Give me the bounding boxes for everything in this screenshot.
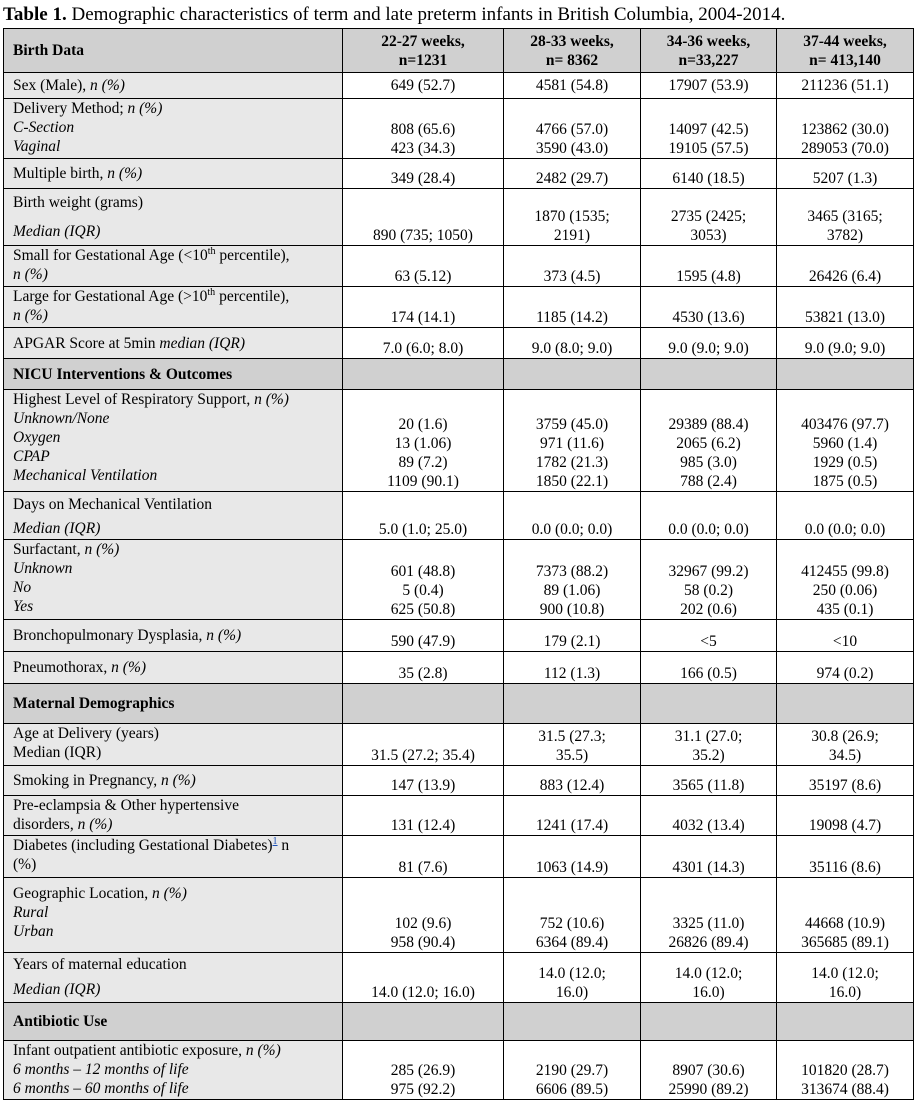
table-row	[4, 540, 914, 620]
row-label-multiple-birth: Multiple birth, n (%)	[4, 159, 343, 189]
table-row	[4, 328, 914, 359]
table-cell: 3465 (3165; 3782)	[777, 189, 914, 246]
table-cell	[641, 684, 777, 724]
table-cell: 29389 (88.4) 2065 (6.2) 985 (3.0) 788 (2.4)	[641, 390, 777, 492]
table-cell: 166 (0.5)	[641, 652, 777, 684]
row-label-education: Years of maternal education Median (IQR)	[4, 953, 343, 1003]
header-row	[4, 29, 914, 73]
row-label-sex: Sex (Male), n (%)	[4, 73, 343, 99]
table-cell: 20 (1.6) 13 (1.06) 89 (7.2) 1109 (90.1)	[343, 390, 504, 492]
section-title-nicu: NICU Interventions & Outcomes	[4, 359, 343, 390]
row-label-mechanical-ventilation-days: Days on Mechanical Ventilation Median (IQR)	[4, 492, 343, 540]
table-cell: 590 (47.9)	[343, 620, 504, 652]
section-title-maternal: Maternal Demographics	[4, 684, 343, 724]
table-cell: 0.0 (0.0; 0.0)	[641, 492, 777, 540]
table-cell: 412455 (99.8) 250 (0.06) 435 (0.1)	[777, 540, 914, 620]
table-row	[4, 99, 914, 159]
table-cell: 147 (13.9)	[343, 766, 504, 796]
row-label-bpd: Bronchopulmonary Dysplasia, n (%)	[4, 620, 343, 652]
table-cell: 31.5 (27.3; 35.5)	[504, 724, 641, 766]
row-label-pneumothorax: Pneumothorax, n (%)	[4, 652, 343, 684]
table-cell: 17907 (53.9)	[641, 73, 777, 99]
table-cell: 44668 (10.9) 365685 (89.1)	[777, 878, 914, 953]
table-row	[4, 159, 914, 189]
table-cell	[343, 1003, 504, 1041]
table-cell: 808 (65.6) 423 (34.3)	[343, 99, 504, 159]
table-cell: 14.0 (12.0; 16.0)	[343, 953, 504, 1003]
table-cell: 1241 (17.4)	[504, 796, 641, 836]
table-row	[4, 246, 914, 287]
row-label-diabetes: Diabetes (including Gestational Diabetes)$^1$ n (%)	[4, 836, 343, 878]
table-cell: 4581 (54.8)	[504, 73, 641, 99]
table-cell: 7.0 (6.0; 8.0)	[343, 328, 504, 359]
section-row-antibiotic	[4, 1003, 914, 1041]
table-cell: 35 (2.8)	[343, 652, 504, 684]
table-cell: 30.8 (26.9; 34.5)	[777, 724, 914, 766]
table-cell: 26426 (6.4)	[777, 246, 914, 287]
table-cell: 752 (10.6) 6364 (89.4)	[504, 878, 641, 953]
table-cell: 131 (12.4)	[343, 796, 504, 836]
table-cell	[777, 1003, 914, 1041]
caption-label: Table 1.	[3, 4, 67, 25]
table-cell: 179 (2.1)	[504, 620, 641, 652]
table-cell: 31.1 (27.0; 35.2)	[641, 724, 777, 766]
table-cell	[343, 684, 504, 724]
table-row	[4, 766, 914, 796]
header-col-28-33: 28-33 weeks, n= 8362	[504, 29, 641, 73]
row-label-surfactant: Surfactant, n (%) Unknown No Yes	[4, 540, 343, 620]
table-cell: 53821 (13.0)	[777, 287, 914, 328]
table-cell: 974 (0.2)	[777, 652, 914, 684]
row-label-birth-weight: Birth weight (grams) Median (IQR)	[4, 189, 343, 246]
table-row	[4, 878, 914, 953]
table-cell: 1063 (14.9)	[504, 836, 641, 878]
table-cell: 601 (48.8) 5 (0.4) 625 (50.8)	[343, 540, 504, 620]
table-cell: 81 (7.6)	[343, 836, 504, 878]
table-caption	[3, 4, 785, 26]
table-cell: 31.5 (27.2; 35.4)	[343, 724, 504, 766]
table-cell: 285 (26.9) 975 (92.2)	[343, 1041, 504, 1100]
table-cell: 1870 (1535; 2191)	[504, 189, 641, 246]
table-cell: 1595 (4.8)	[641, 246, 777, 287]
table-cell: 112 (1.3)	[504, 652, 641, 684]
table-row	[4, 724, 914, 766]
table-cell: 4766 (57.0) 3590 (43.0)	[504, 99, 641, 159]
table-cell: 101820 (28.7) 313674 (88.4)	[777, 1041, 914, 1100]
table-cell: 7373 (88.2) 89 (1.06) 900 (10.8)	[504, 540, 641, 620]
table-cell: 403476 (97.7) 5960 (1.4) 1929 (0.5) 1875 (0.5)	[777, 390, 914, 492]
table-cell	[504, 1003, 641, 1041]
table-cell: 14097 (42.5) 19105 (57.5)	[641, 99, 777, 159]
table-cell: 883 (12.4)	[504, 766, 641, 796]
table-row	[4, 953, 914, 1003]
table-cell: 102 (9.6) 958 (90.4)	[343, 878, 504, 953]
table-cell: 8907 (30.6) 25990 (89.2)	[641, 1041, 777, 1100]
table-cell: 2735 (2425; 3053)	[641, 189, 777, 246]
row-label-preeclampsia: Pre-eclampsia & Other hypertensive disorders, n (%)	[4, 796, 343, 836]
table-cell: 4530 (13.6)	[641, 287, 777, 328]
table-cell: 1185 (14.2)	[504, 287, 641, 328]
table-cell: 373 (4.5)	[504, 246, 641, 287]
table-cell: 211236 (51.1)	[777, 73, 914, 99]
table-cell: 63 (5.12)	[343, 246, 504, 287]
table-cell: 2190 (29.7) 6606 (89.5)	[504, 1041, 641, 1100]
table-cell: 9.0 (9.0; 9.0)	[641, 328, 777, 359]
table-cell: 123862 (30.0) 289053 (70.0)	[777, 99, 914, 159]
row-label-geographic: Geographic Location, n (%) Rural Urban	[4, 878, 343, 953]
table-cell: 3759 (45.0) 971 (11.6) 1782 (21.3) 1850 (22.1)	[504, 390, 641, 492]
table-cell: 14.0 (12.0; 16.0)	[777, 953, 914, 1003]
row-label-apgar: APGAR Score at 5min median (IQR)	[4, 328, 343, 359]
table-cell: 4032 (13.4)	[641, 796, 777, 836]
table-row	[4, 836, 914, 878]
table-row	[4, 492, 914, 540]
table-row	[4, 390, 914, 492]
table-cell: 19098 (4.7)	[777, 796, 914, 836]
header-col-34-36: 34-36 weeks, n=33,227	[641, 29, 777, 73]
table-cell: 890 (735; 1050)	[343, 189, 504, 246]
footnote-link[interactable]: 1	[272, 835, 278, 847]
table-cell: 9.0 (9.0; 9.0)	[777, 328, 914, 359]
table-row	[4, 189, 914, 246]
table-row	[4, 73, 914, 99]
section-row-maternal	[4, 684, 914, 724]
table-cell: 14.0 (12.0; 16.0)	[504, 953, 641, 1003]
table-cell	[777, 684, 914, 724]
row-label-lga: Large for Gestational Age (>10th percentile), n (%)	[4, 287, 343, 328]
table-row	[4, 796, 914, 836]
table-cell: 35197 (8.6)	[777, 766, 914, 796]
row-label-smoking: Smoking in Pregnancy, n (%)	[4, 766, 343, 796]
table-cell	[504, 359, 641, 390]
table-cell	[343, 359, 504, 390]
header-birth-data: Birth Data	[4, 29, 343, 73]
table-cell: 649 (52.7)	[343, 73, 504, 99]
table-cell: 35116 (8.6)	[777, 836, 914, 878]
table-cell: 349 (28.4)	[343, 159, 504, 189]
table-row	[4, 1041, 914, 1100]
table-cell: 174 (14.1)	[343, 287, 504, 328]
table-cell: 3565 (11.8)	[641, 766, 777, 796]
table-cell: 14.0 (12.0; 16.0)	[641, 953, 777, 1003]
section-row-nicu	[4, 359, 914, 390]
table-cell	[641, 359, 777, 390]
table-cell: 5.0 (1.0; 25.0)	[343, 492, 504, 540]
table-row	[4, 287, 914, 328]
table-cell: 0.0 (0.0; 0.0)	[504, 492, 641, 540]
table-row	[4, 652, 914, 684]
table-cell	[504, 684, 641, 724]
table-cell: 2482 (29.7)	[504, 159, 641, 189]
table-cell: 0.0 (0.0; 0.0)	[777, 492, 914, 540]
row-label-sga: Small for Gestational Age (<10th percentile), n (%)	[4, 246, 343, 287]
caption-text: Demographic characteristics of term and late preterm infants in British Columbia, 2004-2014.	[66, 4, 786, 25]
row-label-respiratory-support: Highest Level of Respiratory Support, n (%) Unknown/None Oxygen CPAP Mechanical Ventilation	[4, 390, 343, 492]
row-label-age-delivery: Age at Delivery (years) Median (IQR)	[4, 724, 343, 766]
table-cell: 3325 (11.0) 26826 (89.4)	[641, 878, 777, 953]
table-cell: 5207 (1.3)	[777, 159, 914, 189]
demographics-table	[3, 28, 914, 1100]
row-label-delivery: Delivery Method; n (%) C-Section Vaginal	[4, 99, 343, 159]
table-cell: <10	[777, 620, 914, 652]
table-cell: 4301 (14.3)	[641, 836, 777, 878]
table-cell	[777, 359, 914, 390]
header-col-37-44: 37-44 weeks, n= 413,140	[777, 29, 914, 73]
table-cell: 32967 (99.2) 58 (0.2) 202 (0.6)	[641, 540, 777, 620]
table-cell: 6140 (18.5)	[641, 159, 777, 189]
table-cell	[641, 1003, 777, 1041]
table-row	[4, 620, 914, 652]
table-cell: <5	[641, 620, 777, 652]
section-title-antibiotic: Antibiotic Use	[4, 1003, 343, 1041]
row-label-antibiotic-exposure: Infant outpatient antibiotic exposure, n (%) 6 months – 12 months of life 6 months – 60 months of life	[4, 1041, 343, 1100]
table-cell: 9.0 (8.0; 9.0)	[504, 328, 641, 359]
header-col-22-27: 22-27 weeks, n=1231	[343, 29, 504, 73]
